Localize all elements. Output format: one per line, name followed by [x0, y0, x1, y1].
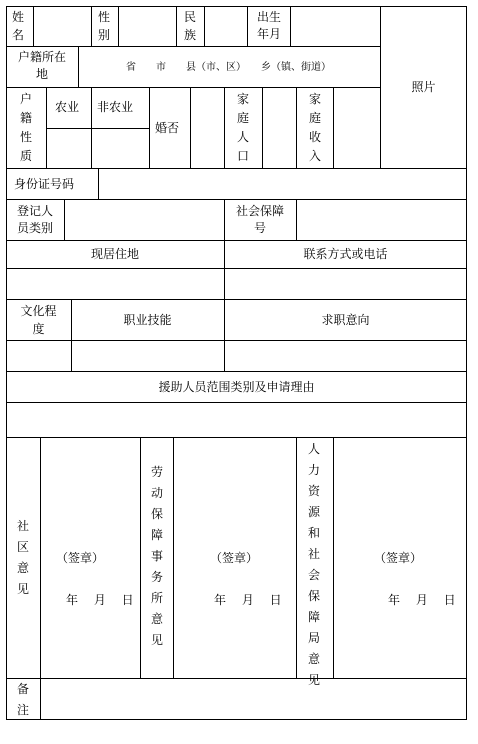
- col-line: [149, 87, 150, 168]
- ethnicity-label: 民 族: [183, 10, 196, 42]
- contact-label: 联系方式或电话: [303, 247, 388, 261]
- row-line: [6, 437, 467, 438]
- col-line: [118, 6, 119, 46]
- col-line: [224, 299, 225, 371]
- aid-category-field[interactable]: [9, 405, 463, 435]
- col-line: [204, 6, 205, 46]
- col-line: [296, 199, 297, 240]
- col-line: [173, 437, 174, 678]
- name-label: 姓 名: [11, 10, 24, 42]
- col-line: [64, 199, 65, 240]
- community-date: 年 月 日: [66, 593, 134, 607]
- border-top: [6, 6, 467, 7]
- col-line: [176, 6, 177, 46]
- col-line: [247, 6, 248, 46]
- job-intent-field[interactable]: [227, 343, 463, 369]
- col-line: [71, 299, 72, 371]
- labor-office-date: 年 月 日: [214, 593, 282, 607]
- border-left: [6, 6, 7, 720]
- registered-type-label: 登记人 员类别: [16, 204, 53, 235]
- col-line: [46, 87, 47, 168]
- row-line: [6, 678, 467, 679]
- birth-label: 出生 年月: [256, 10, 281, 41]
- household-size-field[interactable]: [265, 90, 293, 165]
- col-line: [78, 46, 79, 87]
- border-right: [466, 6, 467, 720]
- job-intent-label: 求职意向: [321, 313, 370, 327]
- row-line: [6, 240, 467, 241]
- row-line: [6, 168, 467, 169]
- remarks-field[interactable]: [43, 681, 463, 717]
- col-line: [224, 199, 225, 240]
- row-line: [6, 268, 467, 269]
- education-label: 文化程 度: [20, 304, 57, 336]
- remarks-label: 备 注: [16, 682, 29, 717]
- agri-label: 农业: [55, 100, 80, 114]
- hukou-address-template: 省 市 县（市、区） 乡（镇、街道）: [126, 62, 331, 73]
- col-line: [40, 437, 41, 719]
- social-security-field[interactable]: [299, 202, 463, 238]
- registered-type-field[interactable]: [67, 202, 221, 238]
- col-line: [91, 87, 92, 168]
- col-line: [224, 87, 225, 168]
- row-line: [6, 199, 467, 200]
- col-line: [91, 6, 92, 46]
- col-line: [290, 6, 291, 46]
- ethnicity-field[interactable]: [207, 8, 243, 44]
- nonagri-label: 非农业: [97, 100, 134, 114]
- contact-field[interactable]: [227, 271, 463, 297]
- col-line: [262, 87, 263, 168]
- household-size-label: 家 庭 人 口: [236, 92, 249, 163]
- registration-form: [6, 6, 467, 719]
- residence-label: 现居住地: [90, 247, 139, 261]
- row-line: [6, 87, 381, 88]
- hr-bureau-date: 年 月 日: [388, 593, 456, 607]
- photo-label: 照片: [411, 80, 436, 94]
- community-opinion-label: 社 区 意 见: [16, 519, 29, 596]
- row-line: [6, 299, 467, 300]
- hukou-nature-label: 户 籍 性 质: [19, 92, 32, 163]
- col-line: [296, 437, 297, 678]
- col-line: [190, 87, 191, 168]
- hukou-location-label: 户籍所在 地: [17, 50, 66, 81]
- col-line: [333, 437, 334, 678]
- border-bottom: [6, 719, 467, 720]
- gender-label: 性 别: [97, 10, 110, 42]
- skills-field[interactable]: [74, 343, 221, 369]
- marital-label: 婚否: [155, 121, 180, 135]
- skills-label: 职业技能: [123, 313, 172, 327]
- col-line: [296, 87, 297, 168]
- gender-field[interactable]: [121, 8, 171, 44]
- education-field[interactable]: [9, 343, 69, 369]
- row-line: [6, 340, 467, 341]
- nonagri-checkbox-area[interactable]: [93, 130, 147, 166]
- id-number-field[interactable]: [101, 171, 463, 197]
- household-income-label: 家 庭 收 入: [308, 92, 321, 163]
- hr-bureau-opinion-label: 人 力 资 源 和 社 会 保 障 局 意 见: [307, 442, 320, 687]
- labor-office-opinion-label: 劳 动 保 障 事 务 所 意 见: [150, 465, 163, 647]
- residence-field[interactable]: [9, 271, 221, 297]
- name-field[interactable]: [46, 8, 86, 44]
- birth-field[interactable]: [294, 8, 376, 44]
- marital-field[interactable]: [193, 90, 221, 165]
- col-line: [33, 6, 34, 46]
- col-line: [333, 87, 334, 168]
- hr-bureau-seal: （签章）: [374, 551, 423, 565]
- col-line: [140, 437, 141, 678]
- row-line: [6, 371, 467, 372]
- labor-office-seal: （签章）: [210, 551, 259, 565]
- household-income-field[interactable]: [336, 90, 376, 165]
- id-number-label: 身份证号码: [14, 177, 75, 191]
- community-seal: （签章）: [56, 551, 105, 565]
- aid-category-label: 援助人员范围类别及申请理由: [158, 380, 315, 394]
- row-line: [46, 128, 149, 129]
- row-line: [6, 46, 381, 47]
- social-security-label: 社会保障 号: [235, 204, 284, 235]
- agri-checkbox-area[interactable]: [48, 130, 89, 166]
- row-line: [6, 402, 467, 403]
- col-line: [98, 168, 99, 199]
